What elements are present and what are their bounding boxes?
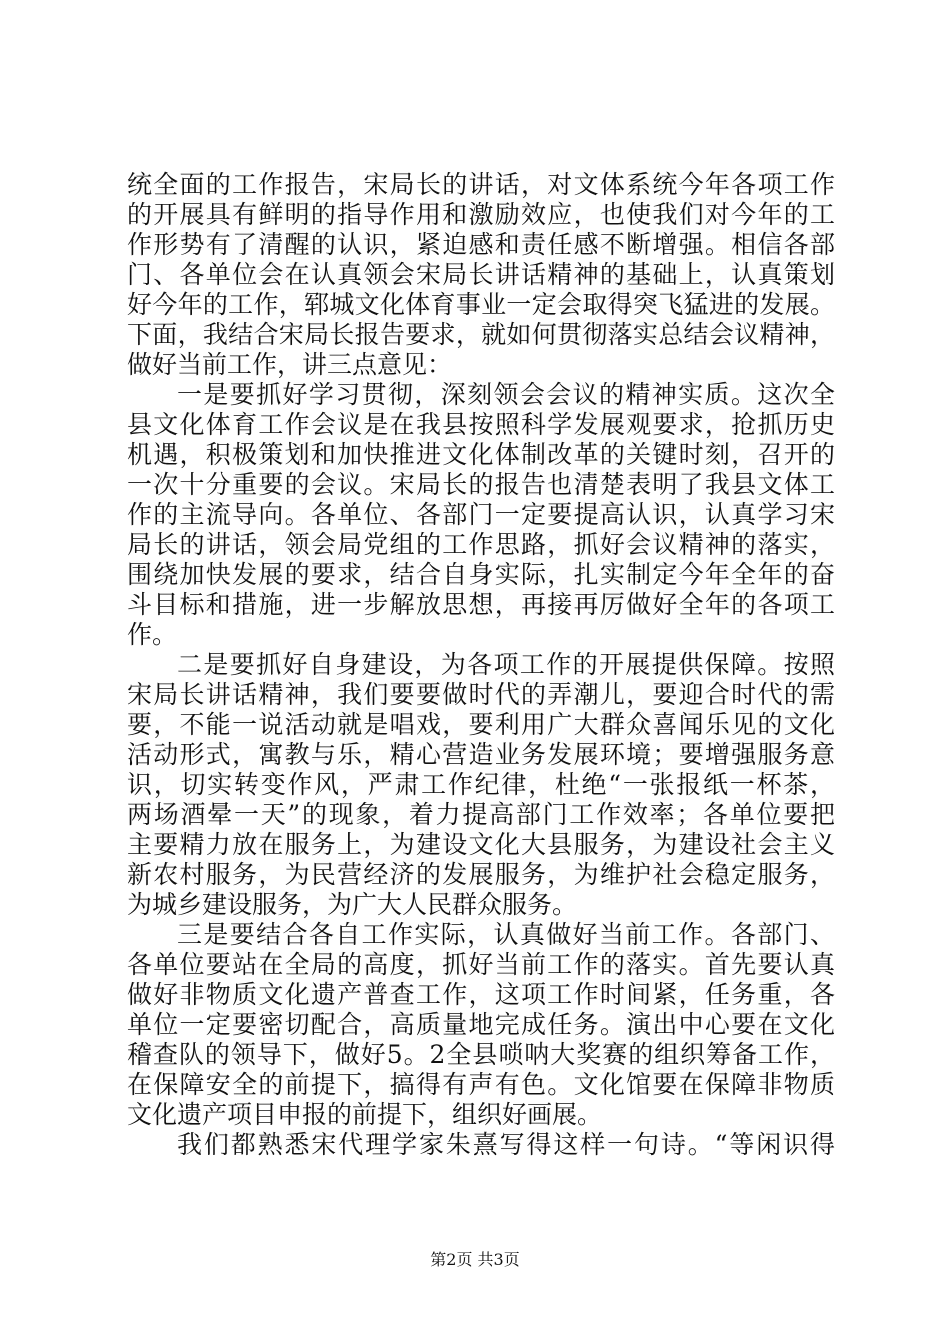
text-line: 我们都熟悉宋代理学家朱熹写得这样一句诗。“等闲识得 bbox=[177, 1130, 835, 1159]
text-line: 作。 bbox=[127, 620, 178, 649]
text-line: 一次十分重要的会议。宋局长的报告也清楚表明了我县文体工 bbox=[127, 470, 835, 499]
text-line: 县文化体育工作会议是在我县按照科学发展观要求，抢抓历史 bbox=[127, 410, 835, 439]
text-line: 文化遗产项目申报的前提下，组织好画展。 bbox=[127, 1100, 603, 1129]
text-line: 为城乡建设服务，为广大人民群众服务。 bbox=[127, 890, 578, 919]
text-line: 宋局长讲话精神，我们要要做时代的弄潮儿，要迎合时代的需 bbox=[127, 680, 835, 709]
text-line: 一是要抓好学习贯彻，深刻领会会议的精神实质。这次全 bbox=[177, 380, 835, 409]
text-line: 二是要抓好自身建设，为各项工作的开展提供保障。按照 bbox=[177, 650, 835, 679]
text-line: 活动形式，寓教与乐，精心营造业务发展环境；要增强服务意 bbox=[127, 740, 835, 769]
text-line: 在保障安全的前提下，搞得有声有色。文化馆要在保障非物质 bbox=[127, 1070, 835, 1099]
body-text bbox=[127, 170, 835, 1160]
text-line: 斗目标和措施，进一步解放思想，再接再厉做好全年的各项工 bbox=[127, 590, 835, 619]
text-line: 要，不能一说活动就是唱戏，要利用广大群众喜闻乐见的文化 bbox=[127, 710, 835, 739]
text-line: 局长的讲话，领会局党组的工作思路，抓好会议精神的落实， bbox=[127, 530, 835, 559]
text-line: 作形势有了清醒的认识，紧迫感和责任感不断增强。相信各部 bbox=[127, 230, 835, 259]
text-line: 识，切实转变作风，严肃工作纪律，杜绝“一张报纸一杯茶， bbox=[127, 770, 835, 799]
text-line: 围绕加快发展的要求，结合自身实际，扎实制定今年全年的奋 bbox=[127, 560, 835, 589]
text-line: 下面，我结合宋局长报告要求，就如何贯彻落实总结会议精神， bbox=[127, 320, 835, 349]
text-line: 主要精力放在服务上，为建设文化大县服务，为建设社会主义 bbox=[127, 830, 835, 859]
text-line: 各单位要站在全局的高度，抓好当前工作的落实。首先要认真 bbox=[127, 950, 835, 979]
text-line: 门、各单位会在认真领会宋局长讲话精神的基础上，认真策划 bbox=[127, 260, 835, 289]
text-line: 机遇，积极策划和加快推进文化体制改革的关键时刻，召开的 bbox=[127, 440, 835, 469]
text-line: 统全面的工作报告，宋局长的讲话，对文体系统今年各项工作 bbox=[127, 170, 835, 199]
text-line: 两场酒晕一天”的现象，着力提高部门工作效率；各单位要把 bbox=[127, 800, 835, 829]
text-line: 三是要结合各自工作实际，认真做好当前工作。各部门、 bbox=[177, 920, 835, 949]
text-line: 的开展具有鲜明的指导作用和激励效应，也使我们对今年的工 bbox=[127, 200, 835, 229]
text-line: 新农村服务，为民营经济的发展服务，为维护社会稳定服务， bbox=[127, 860, 835, 889]
page-footer: 第2页 共3页 bbox=[430, 1250, 520, 1269]
text-line: 作的主流导向。各单位、各部门一定要提高认识，认真学习宋 bbox=[127, 500, 835, 529]
text-line: 稽查队的领导下，做好5。2全县唢呐大奖赛的组织筹备工作， bbox=[127, 1040, 835, 1069]
text-line: 好今年的工作，郓城文化体育事业一定会取得突飞猛进的发展。 bbox=[127, 290, 835, 319]
text-line: 做好非物质文化遗产普查工作，这项工作时间紧，任务重，各 bbox=[127, 980, 835, 1009]
text-line: 单位一定要密切配合，高质量地完成任务。演出中心要在文化 bbox=[127, 1010, 835, 1039]
text-line: 做好当前工作，讲三点意见： bbox=[127, 350, 453, 379]
